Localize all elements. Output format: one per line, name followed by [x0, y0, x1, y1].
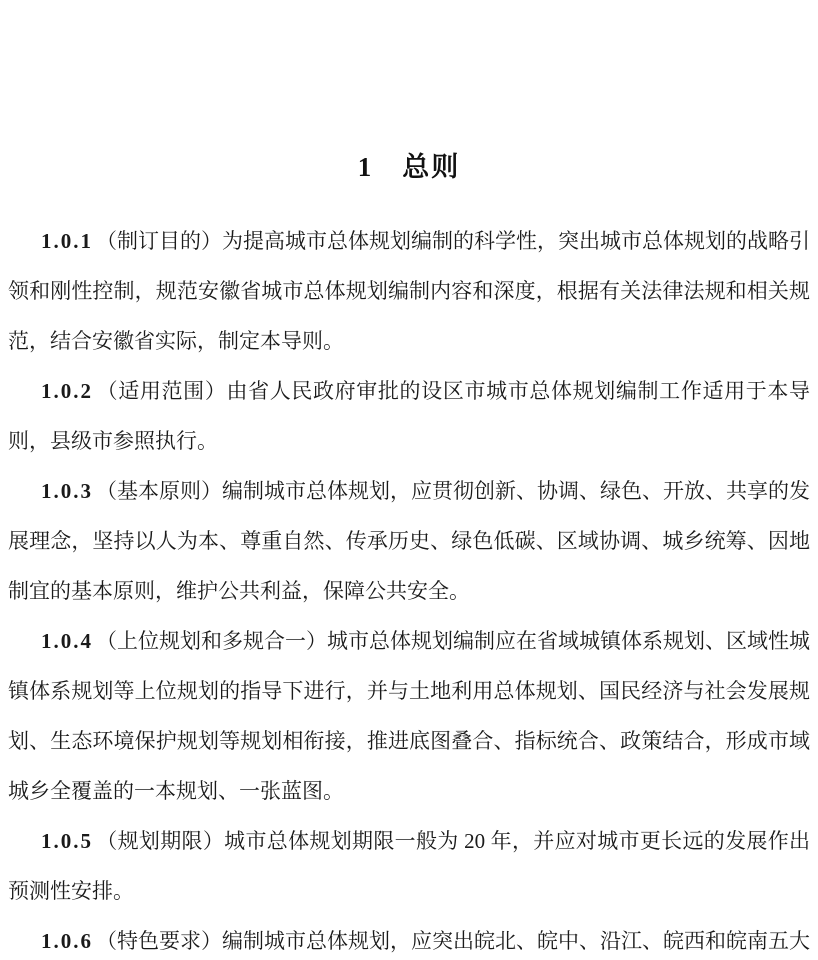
- clause-number: 1.0.4: [41, 629, 93, 653]
- clause-number: 1.0.6: [41, 929, 93, 953]
- clause-text: （基本原则）编制城市总体规划，应贯彻创新、协调、绿色、开放、共享的发展理念，坚持以人为本、尊重自然、传承历史、绿色低碳、区域协调、城乡统筹、因地制宜的基本原则，维护公共利益，保障公共安全。: [8, 479, 810, 603]
- clause-text: （规划期限）城市总体规划期限一般为 20 年，并应对城市更长远的发展作出预测性安排。: [8, 829, 810, 903]
- clause-1-0-2: [8, 366, 810, 466]
- clause-1-0-3: [8, 466, 810, 616]
- clause-1-0-4: [8, 616, 810, 816]
- clause-text: （适用范围）由省人民政府审批的设区市城市总体规划编制工作适用于本导则，县级市参照执行。: [8, 379, 810, 453]
- clause-1-0-6: [8, 916, 810, 960]
- document-body: [8, 216, 810, 960]
- clause-number: 1.0.5: [41, 829, 93, 853]
- clause-number: 1.0.2: [41, 379, 93, 403]
- clause-text: （上位规划和多规合一）城市总体规划编制应在省域城镇体系规划、区域性城镇体系规划等上位规划的指导下进行，并与土地利用总体规划、国民经济与社会发展规划、生态环境保护规划等规划相衔接，推进底图叠合、指标统合、政策结合，形成市域城乡全覆盖的一本规划、一张蓝图。: [8, 629, 810, 803]
- clause-text: （制订目的）为提高城市总体规划编制的科学性，突出城市总体规划的战略引领和刚性控制，规范安徽省城市总体规划编制内容和深度，根据有关法律法规和相关规范，结合安徽省实际，制定本导则。: [8, 229, 810, 353]
- clause-number: 1.0.3: [41, 479, 93, 503]
- clause-text: （特色要求）编制城市总体规划，应突出皖北、皖中、沿江、皖西和皖南五大: [96, 929, 810, 953]
- clause-number: 1.0.1: [41, 229, 93, 253]
- clause-1-0-1: [8, 216, 810, 366]
- clause-1-0-5: [8, 816, 810, 916]
- section-title: 1 总则: [357, 152, 461, 182]
